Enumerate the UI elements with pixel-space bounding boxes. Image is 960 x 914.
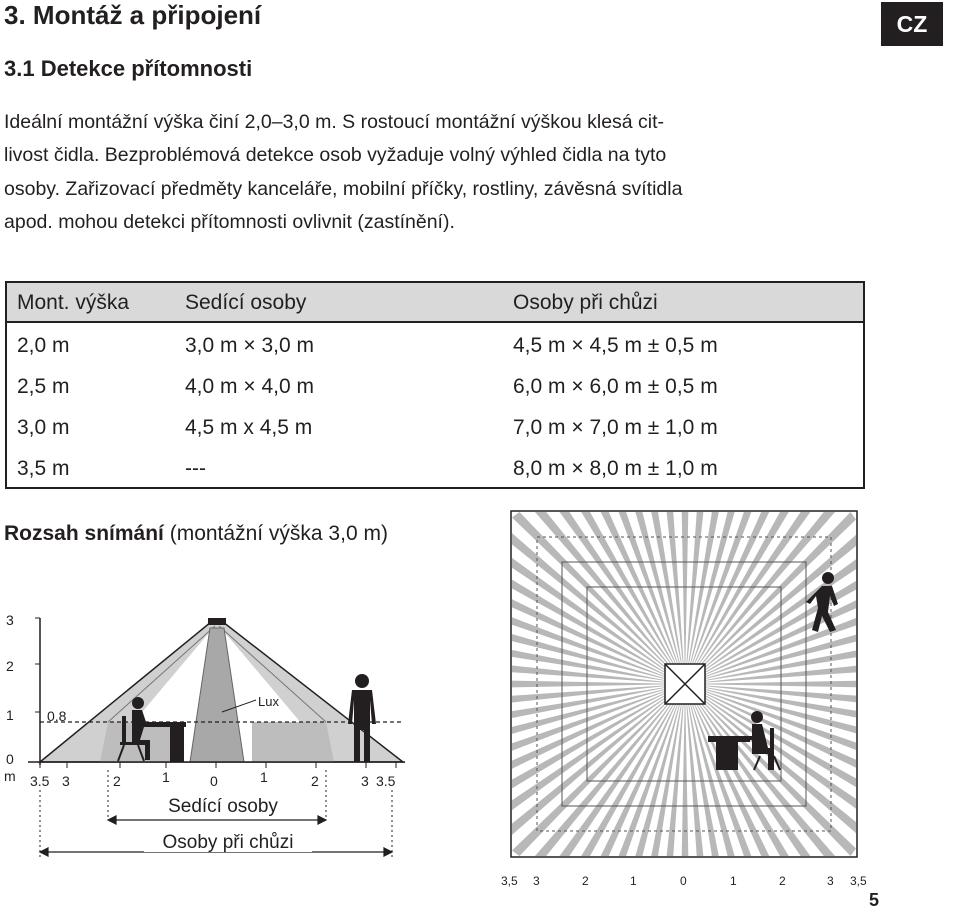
y-axis-label: 0 — [6, 751, 14, 767]
x-axis-label: 2 — [582, 874, 589, 888]
x-axis-label: 1 — [630, 874, 637, 888]
table-cell: 8,0 m × 8,0 m ± 1,0 m — [513, 457, 718, 480]
x-axis-label: 2 — [311, 773, 319, 789]
x-axis-label: 3 — [827, 874, 834, 888]
detection-range-title — [4, 522, 388, 546]
table-header-row — [7, 283, 863, 323]
paragraph-line: osoby. Zařizovací předměty kanceláře, mobilní příčky, rostliny, závěsná svítidla — [4, 177, 683, 200]
table-cell: 4,5 m x 4,5 m — [185, 416, 313, 439]
x-axis-label: 3.5 — [30, 773, 50, 789]
table-cell: 2,0 m — [17, 334, 70, 357]
y-axis-unit: m — [4, 768, 16, 784]
table-cell: 3,0 m × 3,0 m — [185, 334, 314, 357]
table-cell: --- — [185, 457, 206, 480]
table-cell: 4,0 m × 4,0 m — [185, 375, 314, 398]
table-cell: 3,0 m — [17, 416, 70, 439]
table-cell: 7,0 m × 7,0 m ± 1,0 m — [513, 416, 718, 439]
y-axis-label: 3 — [6, 612, 14, 628]
walking-range-label: Osoby při chůzi — [162, 832, 294, 853]
x-axis-label: 1 — [162, 769, 170, 785]
side-view-diagram — [0, 590, 440, 860]
mounting-height-table — [5, 281, 865, 489]
x-axis-label: 2 — [113, 773, 121, 789]
detection-range-title-bold: Rozsah snímání — [4, 522, 164, 545]
language-badge: CZ — [881, 2, 943, 46]
table-header-cell: Sedící osoby — [185, 291, 307, 314]
x-axis-label: 0 — [210, 773, 218, 789]
table-cell: 6,0 m × 6,0 m ± 0,5 m — [513, 375, 718, 398]
page-number: 5 — [869, 890, 880, 910]
table-header-cell: Mont. výška — [17, 291, 130, 314]
paragraph-line: Ideální montážní výška činí 2,0–3,0 m. S rostoucí montážní výškou klesá cit- — [4, 111, 665, 133]
intro-paragraph — [4, 106, 870, 239]
x-axis-label: 1 — [260, 769, 268, 785]
height-marker-label: 0.8 — [47, 708, 67, 724]
x-axis-label: 3 — [361, 773, 369, 789]
table-cell: 3,5 m — [17, 457, 70, 480]
table-header-cell: Osoby při chůzi — [513, 291, 658, 314]
x-axis-label: 3,5 — [850, 874, 867, 888]
x-axis-label: 1 — [730, 874, 737, 888]
y-axis-label: 1 — [6, 707, 14, 723]
table-cell: 4,5 m × 4,5 m ± 0,5 m — [513, 334, 718, 357]
section-heading: 3. Montáž a připojení — [4, 0, 262, 30]
x-axis-label: 0 — [680, 874, 687, 888]
y-axis-label: 2 — [6, 658, 14, 674]
seated-zone-right — [252, 722, 334, 762]
paragraph-line: apod. mohou detekci přítomnosti ovlivnit (zastínění). — [4, 210, 455, 233]
x-axis-label: 3.5 — [376, 773, 396, 789]
x-axis-label: 2 — [779, 874, 786, 888]
detection-range-title-rest: (montážní výška 3,0 m) — [163, 522, 388, 545]
x-axis-label: 3 — [62, 773, 70, 789]
table-cell: 2,5 m — [17, 375, 70, 398]
paragraph-line: livost čidla. Bezproblémová detekce osob vyžaduje volný výhled čidla na tyto — [4, 144, 667, 167]
seated-range-label: Sedící osoby — [168, 796, 278, 817]
x-axis-label: 3,5 — [501, 874, 518, 888]
lux-label: Lux — [258, 694, 279, 709]
sensor-icon — [665, 664, 705, 704]
x-axis-label: 3 — [533, 874, 540, 888]
sensor-icon — [208, 618, 226, 625]
top-view-diagram — [500, 505, 880, 895]
subsection-heading: 3.1 Detekce přítomnosti — [4, 56, 253, 81]
